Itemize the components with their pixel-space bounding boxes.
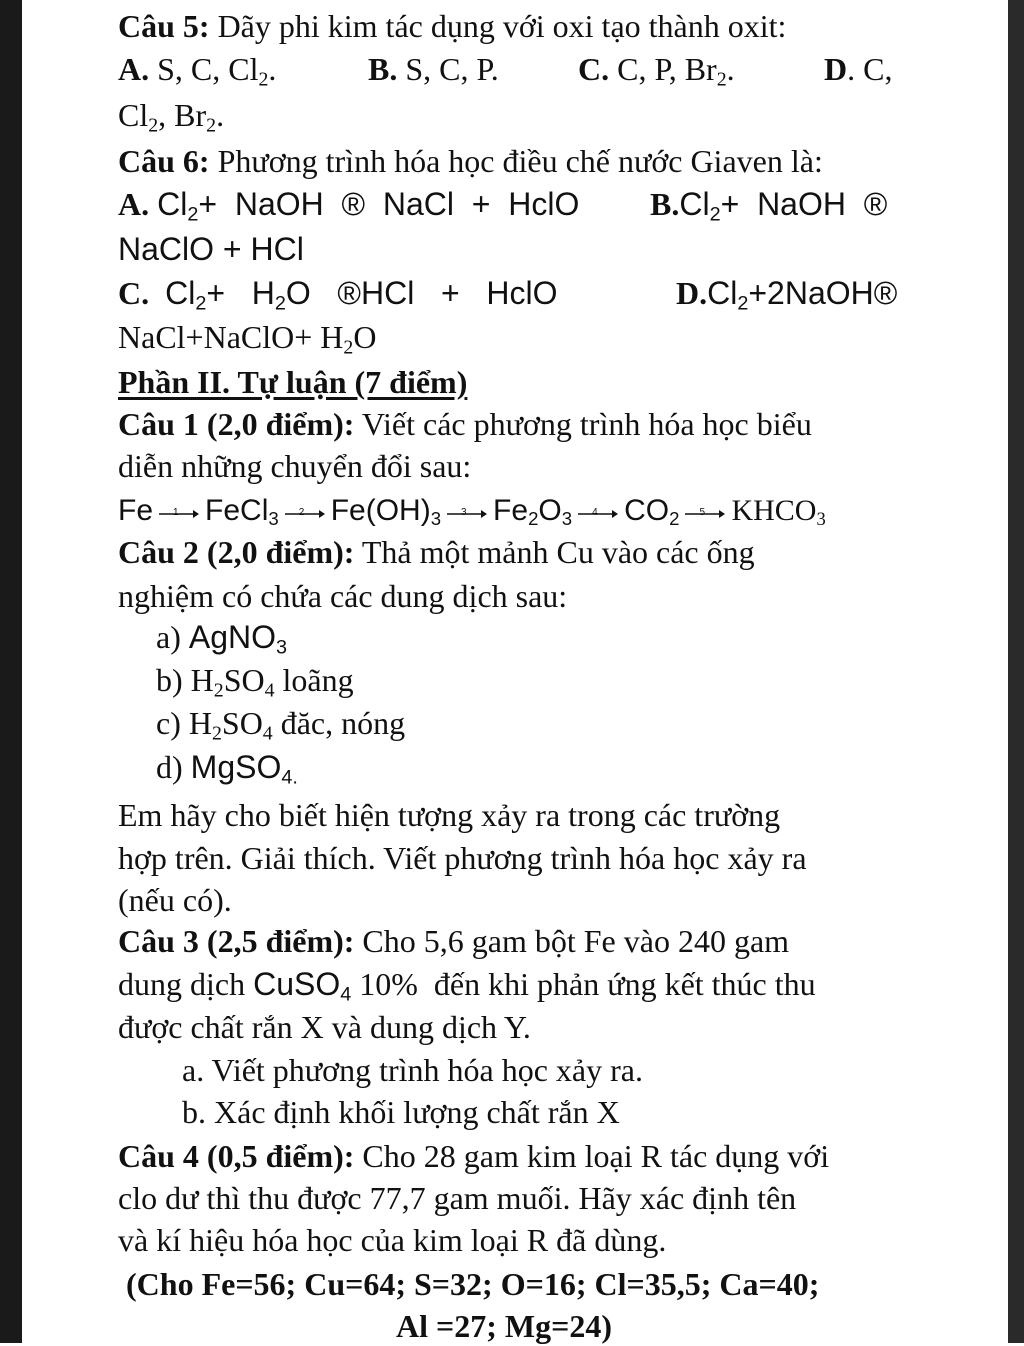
essay-q3-label: Câu 3 (2,5 điểm):	[118, 923, 355, 959]
arrow-4-icon: 4	[578, 502, 618, 522]
essay-q2-item-a: a) AgNO$_3$	[156, 619, 288, 659]
arrow-3-icon: 3	[447, 502, 487, 522]
essay-q2-para-1: Em hãy cho biết hiện tượng xảy ra trong các trường	[118, 797, 781, 833]
atomic-masses-line1: (Cho Fe=56; Cu=64; S=32; O=16; Cl=35,5; Ca=40;	[126, 1266, 820, 1302]
q5-option-d-cont: $Cl_2$, $Br_2$.	[118, 97, 225, 137]
q6-options-cd	[118, 273, 898, 315]
essay-q3: Câu 3 (2,5 điểm): Cho 5,6 gam bột Fe vào 240 gam	[118, 923, 790, 959]
essay-q4-line2: clo dư thì thu được 77,7 gam muối. Hãy xác định tên	[118, 1180, 797, 1216]
essay-q2-para-3: (nếu có).	[118, 882, 232, 918]
arrow-5-icon: 5	[685, 502, 725, 522]
q6-option-c: C. $Cl_2+ H_2O$ ®HCl + HclO	[118, 275, 558, 315]
q5-option-d: D. C,	[824, 51, 893, 87]
essay-q2-para-2: hợp trên. Giải thích. Viết phương trình hóa học xảy ra	[118, 840, 807, 876]
essay-q2-label: Câu 2 (2,0 điểm):	[118, 534, 355, 570]
q6-question: Câu 6: Phương trình hóa học điều chế nước Giaven là:	[118, 143, 823, 179]
essay-q2-item-d: d) MgSO$_{4.}$	[156, 749, 298, 789]
q5-option-a: A. S, C, $Cl_2$.	[118, 51, 277, 91]
essay-q3-part-a: a. Viết phương trình hóa học xảy ra.	[182, 1052, 643, 1088]
photo-right-edge	[1008, 0, 1024, 1343]
reaction-chain: Fe 1 FeCl$_3$ 2 $Fe(OH)_3$ 3 $Fe_2O_3$ 4 $CO_2$ 5 $KHCO_3$	[118, 494, 826, 531]
q5-option-b: B. S, C, P.	[368, 51, 499, 87]
q6-option-b: $B.Cl_2+$ NaOH ®	[650, 186, 888, 226]
q5-option-c: C. C, P, $Br_2$.	[578, 51, 735, 91]
essay-q1-line2: diễn những chuyển đổi sau:	[118, 448, 472, 484]
essay-q3-line2: dung dịch CuSO$_4$ 10% đến khi phản ứng kết thúc thu	[118, 966, 816, 1006]
q5-question: Câu 5: Dãy phi kim tác dụng với oxi tạo thành oxit:	[118, 8, 787, 44]
essay-q3-line3: được chất rắn X và dung dịch Y.	[118, 1009, 531, 1045]
q5-label: Câu 5:	[118, 8, 210, 44]
arrow-2-icon: 2	[285, 502, 325, 522]
atomic-masses-line2: Al =27; Mg=24)	[396, 1308, 612, 1344]
q6-option-d: $D.Cl_2+2NaOH®$	[676, 275, 898, 315]
part2-heading: Phần II. Tự luận (7 điểm)	[118, 364, 468, 400]
essay-q4-label: Câu 4 (0,5 điểm):	[118, 1138, 355, 1174]
essay-q4: Câu 4 (0,5 điểm): Cho 28 gam kim loại R tác dụng với	[118, 1138, 830, 1174]
essay-q3-part-b: b. Xác định khối lượng chất rắn X	[182, 1094, 620, 1130]
essay-q4-line3: và kí hiệu hóa học của kim loại R đã dùng.	[118, 1222, 667, 1258]
q6-option-d-cont: NaCl+NaClO+ $H_2O$	[118, 319, 377, 359]
photo-left-edge	[0, 0, 22, 1343]
q5-options	[118, 49, 893, 91]
essay-q2-item-b: b) $H_2SO_4$ loãng	[156, 662, 354, 702]
arrow-1-icon: 1	[159, 502, 199, 522]
essay-q1-label: Câu 1 (2,0 điểm):	[118, 406, 355, 442]
essay-q2-item-c: c) $H_2SO_4$ đăc, nóng	[156, 705, 406, 745]
q6-option-a: A. $Cl_2+$ NaOH ® NaCl + HclO	[118, 186, 580, 226]
q6-label: Câu 6:	[118, 143, 210, 179]
q6-option-b-cont: NaClO + HCl	[118, 231, 304, 267]
q6-options-ab	[118, 184, 888, 226]
essay-q1: Câu 1 (2,0 điểm): Viết các phương trình hóa học biểu	[118, 406, 812, 442]
essay-q2-line2: nghiệm có chứa các dung dịch sau:	[118, 578, 568, 614]
essay-q2: Câu 2 (2,0 điểm): Thả một mảnh Cu vào các ống	[118, 534, 755, 570]
